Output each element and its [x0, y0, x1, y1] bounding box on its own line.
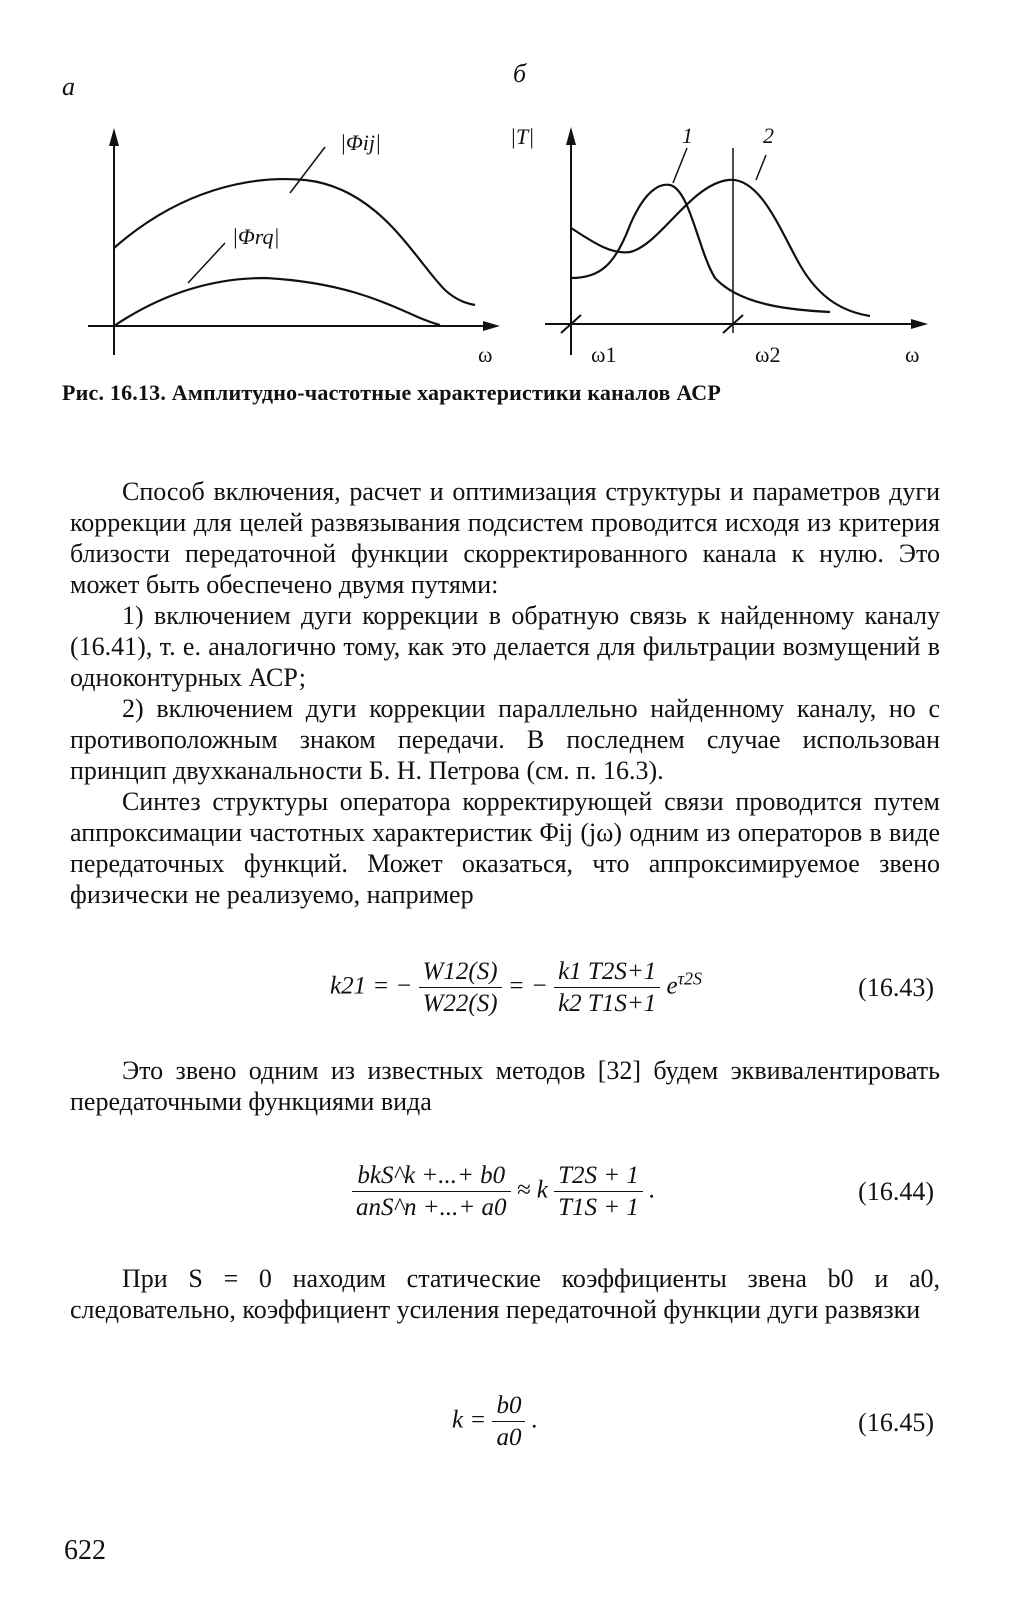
eq44-tail: . [649, 1176, 656, 1204]
eq43-frac1-num: W12(S) [419, 958, 502, 988]
eq45-lhs: k = [452, 1406, 487, 1434]
panel-b-x-label: ω [905, 342, 920, 367]
curve-phi-ij [114, 179, 475, 305]
eq44-frac2-num: T2S + 1 [554, 1162, 643, 1192]
panel-b-label: б [513, 59, 527, 88]
curve-phi-rq [114, 278, 440, 326]
label-curve-1: 1 [682, 123, 693, 148]
eq44-fraction-2 [554, 1162, 643, 1222]
paragraph-6: При S = 0 находим статические коэффициенты звена b0 и a0, следовательно, коэффициент усиления передаточной функции дуги развязки [70, 1264, 940, 1324]
figure-caption: Рис. 16.13. Амплитудно-частотные характеристики каналов АСР [62, 380, 722, 405]
body-text-mid [70, 1055, 940, 1117]
leader-phi-rq [188, 243, 225, 283]
equation-number-16-44: (16.44) [858, 1177, 934, 1206]
label-phi-ij: |Φij| [340, 130, 382, 155]
paragraph-1: Способ включения, расчет и оптимизация структуры и параметров дуги коррекции для целей развязывания подсистем проводится исходя из критерия близости передаточной функции скорректированного канала к нулю. Это может быть обеспечено двумя путями: [70, 477, 940, 599]
eq44-fraction-1 [352, 1162, 511, 1222]
equation-16-44 [352, 1162, 655, 1222]
eq45-frac-den: a0 [496, 1424, 522, 1451]
leader-2 [756, 155, 766, 180]
curve-2 [571, 180, 870, 316]
eq45-fraction [492, 1392, 525, 1452]
label-w1: ω1 [591, 342, 617, 367]
figure-16-13 [0, 0, 1016, 400]
eq43-fraction-1 [419, 958, 502, 1018]
body-text-lower [70, 1263, 940, 1325]
equation-16-45 [452, 1392, 538, 1452]
eq43-exponent: τ2S [677, 968, 703, 989]
paragraph-3: 2) включением дуги коррекции параллельно найденному каналу, но с противоположным знаком передачи. В последнем случае использован принцип двухканальности Б. Н. Петрова (см. п. 16.3). [70, 694, 940, 785]
eq44-frac1-den: anS^n +...+ a0 [356, 1194, 507, 1221]
paragraph-4: Синтез структуры оператора корректирующей связи проводится путем аппроксимации частотных характеристик Φij (jω) одним из операторов в виде передаточных функций. Может оказаться, что аппроксимируемое звено физически не реализуемо, например [70, 787, 940, 909]
eq43-lhs: k21 = − [330, 972, 413, 1000]
panel-a-label: а [62, 72, 75, 101]
equation-16-43 [330, 958, 702, 1018]
eq45-tail: . [531, 1406, 538, 1434]
panel-b-axes [545, 127, 928, 355]
eq44-frac2-den: T1S + 1 [558, 1194, 639, 1221]
label-phi-rq: |Φrq| [232, 224, 280, 249]
eq43-frac1-den: W22(S) [422, 990, 498, 1017]
panel-a-x-label: ω [478, 342, 493, 367]
eq43-fraction-2 [554, 958, 660, 1018]
paragraph-2: 1) включением дуги коррекции в обратную связь к найденному каналу (16.41), т. е. аналогично тому, как это делается для фильтрации возмущений в одноконтурных АСР; [70, 601, 940, 692]
eq45-frac-num: b0 [492, 1392, 525, 1422]
eq43-mid: = − [507, 972, 548, 1000]
equation-number-16-45: (16.45) [858, 1408, 934, 1437]
panel-b-y-label: |T| [510, 124, 535, 149]
eq43-frac2-den: k2 T1S+1 [558, 990, 657, 1017]
eq44-frac1-num: bkS^k +...+ b0 [352, 1162, 511, 1192]
eq43-exp-base: e [666, 972, 678, 1000]
eq43-frac2-num: k1 T2S+1 [554, 958, 660, 988]
label-w2: ω2 [755, 342, 781, 367]
leader-phi-ij [290, 147, 325, 193]
panel-a-axes [88, 128, 500, 355]
leader-1 [673, 148, 687, 183]
paragraph-5: Это звено одним из известных методов [32] будем эквивалентировать передаточными функциями вида [70, 1056, 940, 1116]
eq44-mid: ≈ k [516, 1176, 548, 1204]
page-number: 622 [64, 1535, 106, 1566]
body-text-top [70, 476, 940, 910]
equation-number-16-43: (16.43) [858, 973, 934, 1002]
label-curve-2: 2 [763, 123, 774, 148]
